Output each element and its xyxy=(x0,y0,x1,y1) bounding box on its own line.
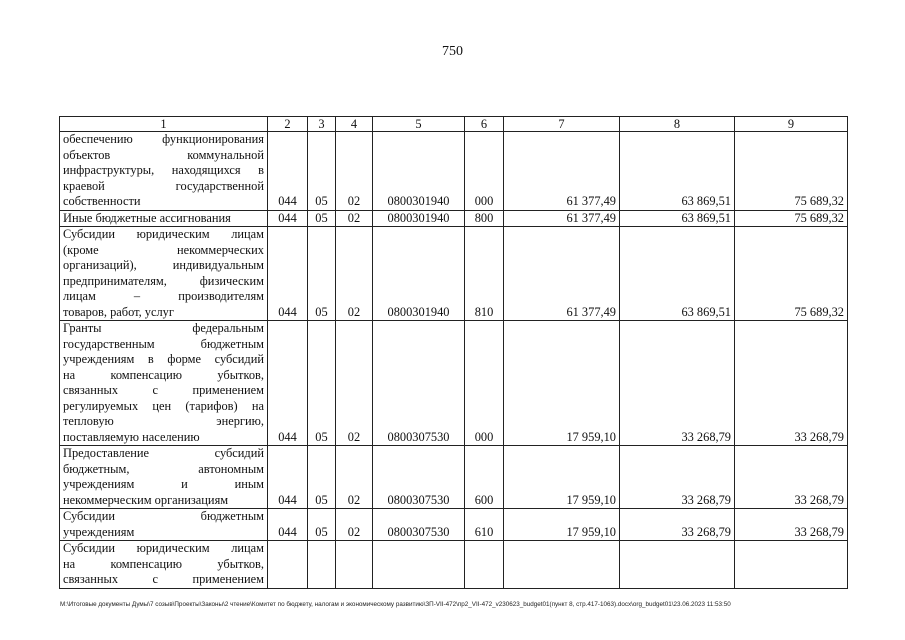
description-line: некоммерческим организациям xyxy=(63,492,229,507)
description-line: на компенсацию убытков, xyxy=(63,556,264,571)
amount-col7-cell xyxy=(504,541,620,589)
header-cell: 6 xyxy=(465,117,504,132)
table-row xyxy=(60,541,848,589)
amount-col9-cell: 33 268,79 xyxy=(735,509,848,541)
target-article-cell: 0800301940 xyxy=(373,132,465,211)
description-line: товаров, работ, услуг xyxy=(63,304,174,319)
description-line: связанных с применением xyxy=(63,383,264,397)
description-line: регулируемых цен (тарифов) на xyxy=(63,398,264,413)
description-line: лицам – производителям xyxy=(63,289,264,303)
budget-table xyxy=(59,116,848,589)
amount-col9-cell: 75 689,32 xyxy=(735,210,848,227)
description-line: Субсидии юридическим лицам xyxy=(63,541,264,555)
description-line: бюджетным, автономным xyxy=(63,461,264,476)
description-cell xyxy=(60,541,268,589)
target-article-cell xyxy=(373,541,465,589)
table-row xyxy=(60,132,848,211)
target-article-cell: 0800301940 xyxy=(373,210,465,227)
header-cell: 1 xyxy=(60,117,268,132)
description-line: Иные бюджетные ассигнования xyxy=(63,210,231,225)
expense-type-cell: 810 xyxy=(465,227,504,321)
header-cell: 9 xyxy=(735,117,848,132)
section-code-cell: 05 xyxy=(308,210,336,227)
description-line: Гранты федеральным xyxy=(63,321,264,335)
ministry-code-cell: 044 xyxy=(268,446,308,509)
ministry-code-cell: 044 xyxy=(268,132,308,211)
description-line: организаций), индивидуальным xyxy=(63,258,264,272)
target-article-cell: 0800307530 xyxy=(373,509,465,541)
expense-type-cell: 610 xyxy=(465,509,504,541)
amount-col7-cell: 17 959,10 xyxy=(504,446,620,509)
description-line: на компенсацию убытков, xyxy=(63,367,264,382)
table-row xyxy=(60,446,848,509)
target-article-cell: 0800307530 xyxy=(373,321,465,446)
amount-col7-cell: 61 377,49 xyxy=(504,132,620,211)
description-line: учреждениям и иным xyxy=(63,477,264,491)
header-cell: 3 xyxy=(308,117,336,132)
amount-col7-cell: 61 377,49 xyxy=(504,210,620,227)
file-path-footer: M:\Итоговые документы Думы\7 созыв\Проекты\Законы\2 чтение\Комитет по бюджету, налогам и экономическому развитию\ЗП-VII-472\пр2_VII-472_v230623_budget01(пункт 8, стр.417-1063).docx\org_budget01\23.06.2023 11:53:50 xyxy=(60,601,731,608)
amount-col8-cell: 33 268,79 xyxy=(620,509,735,541)
table-row xyxy=(60,210,848,227)
subsection-code-cell: 02 xyxy=(336,509,373,541)
ministry-code-cell xyxy=(268,541,308,589)
description-line: (кроме некоммерческих xyxy=(63,242,264,257)
description-cell xyxy=(60,227,268,321)
description-cell xyxy=(60,210,268,227)
description-cell xyxy=(60,509,268,541)
header-cell: 2 xyxy=(268,117,308,132)
subsection-code-cell: 02 xyxy=(336,132,373,211)
description-line: учреждениям в форме субсидий xyxy=(63,352,264,366)
amount-col8-cell: 63 869,51 xyxy=(620,227,735,321)
description-cell xyxy=(60,446,268,509)
amount-col8-cell: 63 869,51 xyxy=(620,210,735,227)
ministry-code-cell: 044 xyxy=(268,210,308,227)
amount-col7-cell: 17 959,10 xyxy=(504,509,620,541)
subsection-code-cell: 02 xyxy=(336,210,373,227)
ministry-code-cell: 044 xyxy=(268,509,308,541)
subsection-code-cell: 02 xyxy=(336,321,373,446)
description-line: предпринимателям, физическим xyxy=(63,273,264,288)
table-row xyxy=(60,509,848,541)
description-line: собственности xyxy=(63,194,141,208)
amount-col8-cell: 33 268,79 xyxy=(620,446,735,509)
description-line: учреждениям xyxy=(63,524,135,539)
amount-col9-cell: 33 268,79 xyxy=(735,446,848,509)
amount-col7-cell: 61 377,49 xyxy=(504,227,620,321)
section-code-cell: 05 xyxy=(308,446,336,509)
description-line: поставляемую населению xyxy=(63,429,200,444)
subsection-code-cell xyxy=(336,541,373,589)
expense-type-cell: 800 xyxy=(465,210,504,227)
description-line: инфраструктуры, находящихся в xyxy=(63,163,264,177)
description-line: объектов коммунальной xyxy=(63,147,264,162)
expense-type-cell: 000 xyxy=(465,132,504,211)
ministry-code-cell: 044 xyxy=(268,227,308,321)
amount-col8-cell: 33 268,79 xyxy=(620,321,735,446)
description-cell xyxy=(60,132,268,211)
expense-type-cell: 600 xyxy=(465,446,504,509)
section-code-cell: 05 xyxy=(308,132,336,211)
description-line: Субсидии юридическим лицам xyxy=(63,227,264,241)
section-code-cell xyxy=(308,541,336,589)
amount-col9-cell: 33 268,79 xyxy=(735,321,848,446)
header-cell: 7 xyxy=(504,117,620,132)
target-article-cell: 0800307530 xyxy=(373,446,465,509)
amount-col8-cell: 63 869,51 xyxy=(620,132,735,211)
header-cell: 8 xyxy=(620,117,735,132)
subsection-code-cell: 02 xyxy=(336,446,373,509)
expense-type-cell: 000 xyxy=(465,321,504,446)
description-line: государственным бюджетным xyxy=(63,336,264,351)
description-line: Субсидии бюджетным xyxy=(63,509,264,523)
section-code-cell: 05 xyxy=(308,227,336,321)
amount-col9-cell xyxy=(735,541,848,589)
table-row xyxy=(60,321,848,446)
ministry-code-cell: 044 xyxy=(268,321,308,446)
section-code-cell: 05 xyxy=(308,321,336,446)
target-article-cell: 0800301940 xyxy=(373,227,465,321)
description-cell xyxy=(60,321,268,446)
amount-col9-cell: 75 689,32 xyxy=(735,227,848,321)
header-row xyxy=(60,117,848,132)
amount-col9-cell: 75 689,32 xyxy=(735,132,848,211)
section-code-cell: 05 xyxy=(308,509,336,541)
description-line: краевой государственной xyxy=(63,178,264,193)
description-line: обеспечению функционирования xyxy=(63,132,264,146)
description-line: связанных с применением xyxy=(63,572,264,586)
table-row xyxy=(60,227,848,321)
header-cell: 4 xyxy=(336,117,373,132)
subsection-code-cell: 02 xyxy=(336,227,373,321)
amount-col8-cell xyxy=(620,541,735,589)
amount-col7-cell: 17 959,10 xyxy=(504,321,620,446)
expense-type-cell xyxy=(465,541,504,589)
page-number: 750 xyxy=(442,44,463,59)
description-line: тепловую энергию, xyxy=(63,414,264,428)
description-line: Предоставление субсидий xyxy=(63,446,264,460)
header-cell: 5 xyxy=(373,117,465,132)
